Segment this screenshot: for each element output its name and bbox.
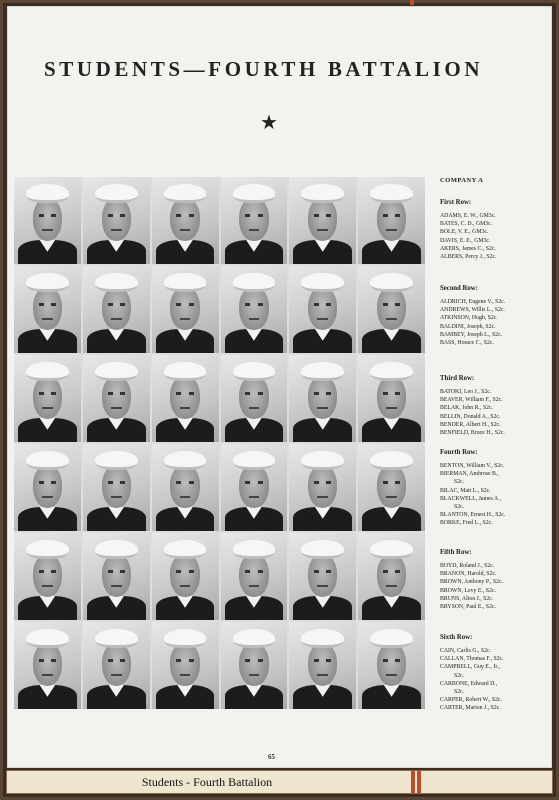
portrait-eyes [383, 392, 400, 395]
portrait-photo [152, 177, 219, 264]
portrait-mouth [386, 496, 397, 498]
portrait-mouth [249, 585, 260, 587]
roster-name: BRANON, Harold, S2c. [440, 571, 497, 578]
portrait-photo [83, 444, 150, 531]
portrait-photo [221, 266, 288, 353]
portrait-eyes [39, 659, 56, 662]
portrait-photo [152, 266, 219, 353]
portrait-photo [221, 622, 288, 709]
portrait-face [239, 643, 268, 687]
portrait-photo [83, 177, 150, 264]
roster-row-2 [440, 285, 550, 347]
portrait-photo [14, 622, 81, 709]
portrait-mouth [111, 585, 122, 587]
portrait-photo [289, 444, 356, 531]
portrait-photo [358, 266, 425, 353]
portrait-cap [233, 362, 276, 381]
company-heading: COMPANY A [440, 177, 484, 184]
portrait-photo [358, 622, 425, 709]
portrait-face [102, 198, 131, 242]
portrait-eyes [383, 570, 400, 573]
portrait-cap [233, 184, 276, 203]
roster-name: BEAVER, William F., S2c. [440, 397, 503, 404]
roster-name: CARPER, Robert W., S2c. [440, 697, 503, 704]
portrait-eyes [383, 659, 400, 662]
portrait-eyes [39, 392, 56, 395]
row-title: Second Row: [440, 285, 478, 292]
portrait-photo [14, 266, 81, 353]
roster-name: S2c. [454, 479, 465, 486]
portrait-mouth [386, 585, 397, 587]
portrait-cap [95, 362, 138, 381]
portrait-photo [83, 266, 150, 353]
portrait-face [239, 376, 268, 420]
roster-row-4 [440, 449, 550, 528]
portrait-cap [301, 451, 344, 470]
portrait-mouth [249, 229, 260, 231]
portrait-eyes [108, 214, 125, 217]
portrait-mouth [180, 318, 191, 320]
portrait-mouth [111, 407, 122, 409]
portrait-photo [358, 355, 425, 442]
page-title: STUDENTS—FOURTH BATTALION [44, 57, 484, 81]
portrait-cap [301, 273, 344, 292]
portrait-mouth [111, 229, 122, 231]
portrait-cap [95, 629, 138, 648]
portrait-eyes [176, 214, 193, 217]
roster-name: ADAMS, E. W., GM3c. [440, 213, 496, 219]
roster-row-1 [440, 199, 550, 261]
portrait-mouth [249, 496, 260, 498]
portrait-cap [233, 629, 276, 648]
roster-name: BROWN, Anthony P., S2c. [440, 579, 503, 586]
roster-name: AKERS, James C., S2c. [440, 245, 496, 252]
portrait-eyes [245, 214, 262, 217]
portrait-photo [221, 177, 288, 264]
roster-name: BATES, C. D., GM3c. [440, 221, 493, 228]
roster-name: S2c. [454, 504, 465, 511]
portrait-eyes [314, 303, 331, 306]
portrait-cap [26, 540, 69, 559]
portrait-face [377, 376, 406, 420]
portrait-eyes [176, 570, 193, 573]
portrait-cap [164, 540, 207, 559]
portrait-photo [152, 444, 219, 531]
portrait-face [377, 287, 406, 331]
portrait-cap [164, 629, 207, 648]
row-title: Sixth Row: [440, 634, 473, 641]
portrait-eyes [39, 570, 56, 573]
portrait-face [102, 554, 131, 598]
portrait-cap [301, 184, 344, 203]
portrait-cap [95, 540, 138, 559]
portrait-mouth [42, 407, 53, 409]
portrait-eyes [108, 570, 125, 573]
portrait-eyes [314, 392, 331, 395]
caption-text: Students - Fourth Battalion [141, 775, 273, 789]
roster-name: CARTER, Marion J., S2c. [440, 705, 501, 712]
nav-marker[interactable] [417, 771, 421, 793]
portrait-eyes [108, 481, 125, 484]
portrait-eyes [383, 481, 400, 484]
portrait-face [102, 643, 131, 687]
portrait-cap [164, 362, 207, 381]
roster-name: BAMBEY, Joseph L., S2c. [440, 331, 503, 338]
portrait-cap [370, 184, 413, 203]
roster-name: BRYSON, Paul E., S2c. [440, 604, 496, 611]
row-title: Fourth Row: [440, 449, 478, 456]
portrait-photo [152, 355, 219, 442]
portrait-mouth [317, 585, 328, 587]
roster-name: BROWN, Levy E., S2c. [440, 587, 496, 594]
roster-name: BIERMAN, Ambrose B., [440, 471, 499, 478]
page-number: 65 [268, 753, 275, 761]
portrait-cap [233, 540, 276, 559]
portrait-eyes [39, 481, 56, 484]
portrait-eyes [245, 570, 262, 573]
portrait-mouth [317, 674, 328, 676]
portrait-cap [233, 273, 276, 292]
portrait-eyes [108, 392, 125, 395]
roster-name: BELAK, John R., S2c. [440, 405, 493, 412]
portrait-mouth [317, 407, 328, 409]
portrait-cap [370, 629, 413, 648]
portrait-face [33, 287, 62, 331]
portrait-face [33, 376, 62, 420]
portrait-mouth [42, 229, 53, 231]
portrait-photo [358, 444, 425, 531]
portrait-photo [221, 355, 288, 442]
roster-name: BATOKI, Leo J., S2c. [440, 389, 492, 395]
portrait-face [308, 554, 337, 598]
roster-name: BLACKWELL, James A., [440, 495, 502, 502]
portrait-mouth [180, 674, 191, 676]
portrait-cap [370, 451, 413, 470]
portrait-face [102, 376, 131, 420]
portrait-eyes [245, 392, 262, 395]
portrait-face [170, 465, 199, 509]
portrait-cap [26, 184, 69, 203]
roster-name: BALDINI, Joseph, S2c. [440, 323, 496, 330]
yearbook-page [7, 6, 552, 768]
roster-name: BENFIELD, Bruce H., S2c. [440, 430, 505, 437]
portrait-cap [164, 273, 207, 292]
portrait-cap [370, 540, 413, 559]
portrait-photo [358, 533, 425, 620]
portrait-mouth [386, 674, 397, 676]
portrait-mouth [42, 496, 53, 498]
row-title: First Row: [440, 199, 472, 206]
roster-name: BRUNS, Alton J., S2c. [440, 595, 494, 602]
portrait-mouth [386, 229, 397, 231]
portrait-mouth [249, 318, 260, 320]
portrait-face [170, 287, 199, 331]
portrait-face [170, 554, 199, 598]
portrait-face [239, 287, 268, 331]
portrait-face [377, 198, 406, 242]
portrait-face [239, 554, 268, 598]
row-title: Fifth Row: [440, 549, 472, 556]
portrait-cap [301, 362, 344, 381]
portrait-photo [221, 533, 288, 620]
portrait-photo [289, 266, 356, 353]
portrait-cap [95, 273, 138, 292]
portrait-cap [26, 362, 69, 381]
portrait-eyes [383, 303, 400, 306]
portrait-photo [14, 533, 81, 620]
roster-name: BASS, Horace C., S2c. [440, 340, 494, 347]
roster-name: ATKINSON, Hugh, S2c. [440, 315, 498, 322]
portrait-grid [14, 177, 425, 709]
roster-name: BLANTON, Ernest H., S2c. [440, 512, 506, 519]
portrait-eyes [245, 481, 262, 484]
portrait-mouth [42, 318, 53, 320]
portrait-eyes [176, 303, 193, 306]
roster-name: ALBERS, Percy J., S2c. [440, 254, 497, 261]
portrait-face [102, 465, 131, 509]
portrait-cap [301, 629, 344, 648]
portrait-mouth [180, 407, 191, 409]
portrait-face [308, 287, 337, 331]
portrait-photo [152, 533, 219, 620]
portrait-eyes [39, 214, 56, 217]
portrait-face [33, 554, 62, 598]
roster-name: DAVIS, E. E., GM3c. [440, 237, 491, 244]
roster-name: BENDER, Albert H., S2c. [440, 421, 501, 428]
portrait-mouth [180, 496, 191, 498]
portrait-cap [95, 184, 138, 203]
portrait-cap [370, 362, 413, 381]
portrait-photo [14, 355, 81, 442]
roster-name: CAMPBELL, Guy E., Jr., [440, 664, 500, 671]
portrait-face [308, 198, 337, 242]
caption-bar [6, 770, 553, 794]
portrait-face [239, 198, 268, 242]
portrait-mouth [249, 407, 260, 409]
portrait-cap [301, 540, 344, 559]
portrait-photo [14, 444, 81, 531]
portrait-eyes [245, 303, 262, 306]
portrait-photo [152, 622, 219, 709]
portrait-photo [83, 622, 150, 709]
roster-row-6 [440, 634, 550, 713]
nav-marker[interactable] [411, 771, 415, 793]
portrait-mouth [180, 585, 191, 587]
roster-name: CARBONE, Edward D., [440, 680, 498, 687]
portrait-mouth [317, 496, 328, 498]
portrait-mouth [317, 229, 328, 231]
portrait-cap [26, 451, 69, 470]
top-marker [410, 0, 414, 5]
portrait-photo [14, 177, 81, 264]
portrait-eyes [39, 303, 56, 306]
roster [440, 177, 550, 712]
portrait-cap [164, 451, 207, 470]
roster-name: BENTON, William V., S2c. [440, 463, 505, 469]
roster-row-3 [440, 375, 550, 437]
portrait-cap [370, 273, 413, 292]
roster-name: ALDRICH, Eugene V., S2c. [440, 299, 506, 305]
portrait-face [102, 287, 131, 331]
portrait-photo [289, 622, 356, 709]
portrait-photo [221, 444, 288, 531]
portrait-face [308, 465, 337, 509]
portrait-face [308, 643, 337, 687]
portrait-eyes [383, 214, 400, 217]
portrait-face [239, 465, 268, 509]
portrait-photo [358, 177, 425, 264]
portrait-eyes [314, 481, 331, 484]
roster-name: BORKE, Fred L., S2c. [440, 520, 493, 527]
portrait-photo [289, 177, 356, 264]
roster-name: BILAC, Matt L., S2c. [440, 487, 491, 494]
portrait-face [33, 198, 62, 242]
portrait-mouth [386, 407, 397, 409]
portrait-face [170, 198, 199, 242]
roster-name: CALLAN, Thomas F., S2c. [440, 656, 504, 663]
roster-name: BOLE, V. E., GM3c. [440, 229, 489, 236]
portrait-face [377, 465, 406, 509]
portrait-eyes [176, 659, 193, 662]
portrait-photo [83, 355, 150, 442]
portrait-face [170, 643, 199, 687]
portrait-photo [289, 533, 356, 620]
portrait-mouth [111, 674, 122, 676]
portrait-mouth [180, 229, 191, 231]
portrait-photo [289, 355, 356, 442]
roster-name: BOYD, Roland J., S2c. [440, 563, 495, 569]
portrait-cap [26, 629, 69, 648]
roster-name: S2c. [454, 672, 465, 679]
portrait-eyes [245, 659, 262, 662]
portrait-mouth [111, 318, 122, 320]
portrait-eyes [176, 392, 193, 395]
portrait-face [308, 376, 337, 420]
portrait-mouth [386, 318, 397, 320]
portrait-face [377, 643, 406, 687]
portrait-mouth [111, 496, 122, 498]
portrait-mouth [249, 674, 260, 676]
roster-name: S2c. [454, 689, 465, 696]
portrait-eyes [108, 659, 125, 662]
portrait-cap [233, 451, 276, 470]
portrait-mouth [42, 585, 53, 587]
portrait-face [170, 376, 199, 420]
portrait-mouth [317, 318, 328, 320]
portrait-eyes [176, 481, 193, 484]
roster-name: CAIN, Carlis G., S2c. [440, 648, 492, 654]
portrait-eyes [314, 214, 331, 217]
roster-name: ANDREWS, Willis L., S2c. [440, 307, 505, 314]
star-icon: ★ [260, 112, 278, 134]
row-title: Third Row: [440, 375, 475, 382]
portrait-eyes [314, 659, 331, 662]
portrait-mouth [42, 674, 53, 676]
roster-row-5 [440, 549, 550, 611]
portrait-photo [83, 533, 150, 620]
portrait-cap [164, 184, 207, 203]
roster-name: BELLIN, Donald A., S2c. [440, 413, 501, 420]
portrait-eyes [314, 570, 331, 573]
portrait-cap [95, 451, 138, 470]
portrait-face [377, 554, 406, 598]
portrait-eyes [108, 303, 125, 306]
portrait-face [33, 643, 62, 687]
portrait-cap [26, 273, 69, 292]
portrait-face [33, 465, 62, 509]
